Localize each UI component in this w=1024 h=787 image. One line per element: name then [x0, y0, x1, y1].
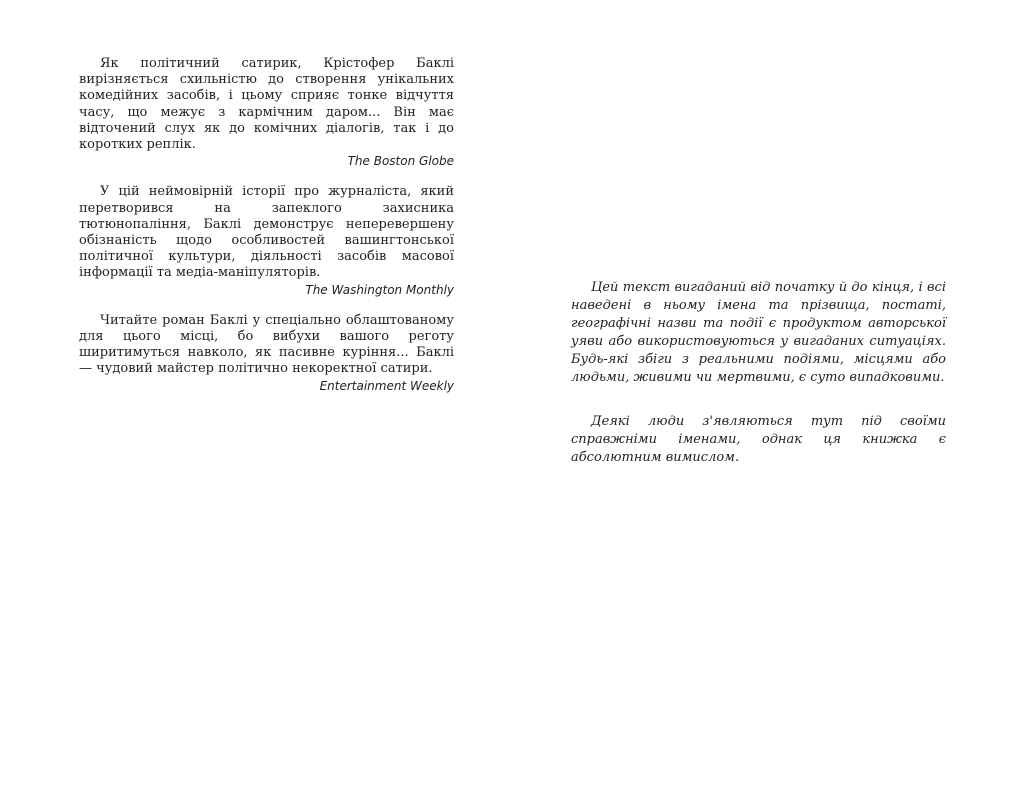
praise-blurbs	[79, 56, 454, 409]
disclaimer	[571, 279, 946, 493]
blurb-entertainment-weekly	[79, 313, 454, 394]
blurb-text: Як політичний сатирик, Крістофер Баклі вирізняється схильністю до створення унікальних комедійних засобів, і цьому сприяє тонке відчуття часу, що межує з кармічним даром... Він має відточений слух як до комічних діалогів, так і до коротких реплік.	[79, 56, 454, 153]
blurb-text: Читайте роман Баклі у спеціально облаштованому для цього місці, бо вибухи вашого реготу ширитимуться навколо, як пасивне куріння... Баклі — чудовий майстер політично некоректної сатири.	[79, 312, 454, 377]
right-page	[512, 0, 1024, 787]
blurb-washington-monthly	[79, 184, 454, 297]
blurb-source: The Boston Globe	[347, 154, 454, 169]
blurb-source: The Washington Monthly	[305, 282, 454, 297]
blurb-source: Entertainment Weekly	[319, 378, 454, 393]
blurb-boston-globe	[79, 56, 454, 169]
blurb-text: У цій неймовірній історії про журналіста, який перетворився на запеклого захисника тютюнопаління, Баклі демонструє неперевершену обізнаність щодо особливостей вашингтонської політичної культури, діяльності засобів масової інформації та медіа-маніпуляторів.	[79, 184, 454, 281]
disclaimer-fiction-notice: Цей текст вигаданий від початку й до кінця, і всі наведені в ньому імена та прізвища, постаті, географічні назви та події є продуктом авторської уяви або використовуються у вигаданих ситуаціях. Будь-які збіги з реальними подіями, місцями або людьми, живими чи мертвими, є суто випадковими.	[571, 280, 946, 385]
disclaimer-real-names-notice: Деякі люди з'являються тут під своїми справжніми іменами, однак ця книжка є абсолютним вимислом.	[571, 414, 946, 465]
